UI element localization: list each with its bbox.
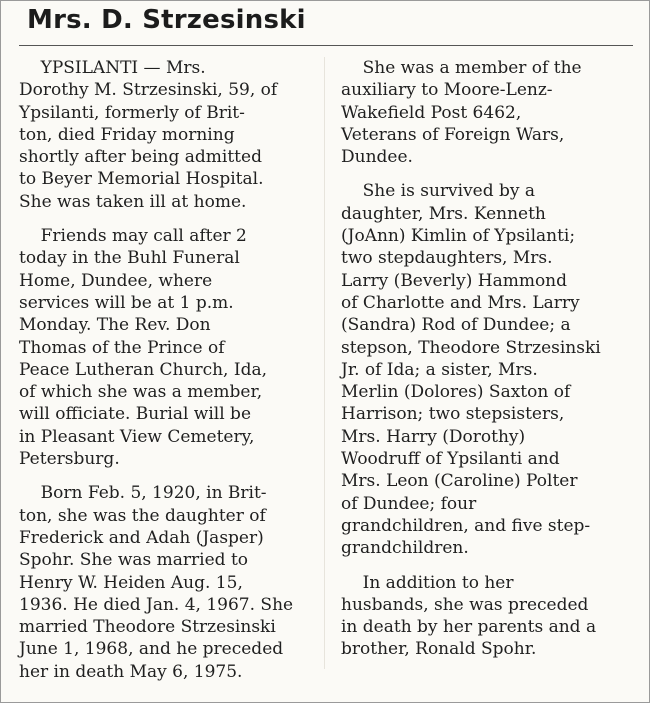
right-column [341, 57, 633, 673]
text-line: of Charlotte and Mrs. Larry [341, 292, 580, 313]
text-line: Mrs. Leon (Caroline) Polter [341, 471, 578, 492]
text-line: services will be at 1 p.m. [19, 292, 234, 313]
text-line: grandchildren, and five step- [341, 515, 591, 536]
text-line: grandchildren. [341, 538, 469, 559]
text-line: married Theodore Strzesinski [19, 617, 276, 638]
text-line: will officiate. Burial will be [19, 404, 251, 425]
right-paragraph-2 [341, 180, 633, 559]
text-line: Thomas of the Prince of [19, 337, 225, 358]
obituary-headline: Mrs. D. Strzesinski [27, 5, 306, 35]
text-line: She is survived by a [341, 181, 536, 202]
text-line: stepson, Theodore Strzesinski [341, 337, 601, 358]
text-line: 1936. He died Jan. 4, 1967. She [19, 594, 294, 615]
text-line: Ypsilanti, formerly of Brit- [19, 102, 245, 123]
text-line: in Pleasant View Cemetery, [19, 426, 255, 447]
headline-rule [19, 45, 633, 46]
text-line: Henry W. Heiden Aug. 15, [19, 572, 243, 593]
text-line: shortly after being admitted [19, 147, 262, 168]
column-gutter [324, 57, 325, 669]
text-line: her in death May 6, 1975. [19, 661, 243, 682]
text-line: two stepdaughters, Mrs. [341, 248, 553, 269]
text-line: daughter, Mrs. Kenneth [341, 203, 546, 224]
left-paragraph-1 [19, 57, 311, 213]
text-line: Friends may call after 2 [19, 226, 247, 247]
text-line: YPSILANTI — Mrs. [19, 58, 206, 78]
text-line: She was taken ill at home. [19, 191, 247, 212]
left-paragraph-2 [19, 225, 311, 470]
text-line: Dundee. [341, 147, 413, 168]
text-line: June 1, 1968, and he preceded [19, 639, 284, 660]
text-line: brother, Ronald Spohr. [341, 639, 537, 660]
text-line: Jr. of Ida; a sister, Mrs. [341, 359, 538, 380]
text-line: Wakefield Post 6462, [341, 102, 522, 123]
text-line: Larry (Beverly) Hammond [341, 270, 568, 291]
text-line: Mrs. Harry (Dorothy) [341, 426, 526, 447]
text-line: today in the Buhl Funeral [19, 248, 240, 269]
text-line: ton, died Friday morning [19, 124, 235, 145]
text-line: Frederick and Adah (Jasper) [19, 527, 264, 548]
text-line: Harrison; two stepsisters, [341, 404, 565, 425]
text-line: Woodruff of Ypsilanti and [341, 449, 560, 470]
text-line: in death by her parents and a [341, 617, 597, 638]
text-line: Veterans of Foreign Wars, [341, 124, 565, 145]
text-line: Dorothy M. Strzesinski, 59, of [19, 80, 278, 101]
text-line: of Dundee; four [341, 493, 477, 514]
text-line: (Sandra) Rod of Dundee; a [341, 315, 571, 336]
text-line: husbands, she was preceded [341, 594, 589, 615]
text-line: ton, she was the daughter of [19, 505, 266, 526]
text-line: She was a member of the [341, 58, 582, 78]
text-line: Monday. The Rev. Don [19, 315, 211, 336]
text-line: of which she was a member, [19, 382, 263, 403]
right-paragraph-3 [341, 572, 633, 661]
text-line: Home, Dundee, where [19, 270, 213, 291]
text-line: Merlin (Dolores) Saxton of [341, 382, 571, 403]
text-line: auxiliary to Moore-Lenz- [341, 80, 553, 101]
text-line: Born Feb. 5, 1920, in Brit- [19, 483, 267, 504]
right-paragraph-1 [341, 57, 633, 168]
text-line: (JoAnn) Kimlin of Ypsilanti; [341, 226, 576, 247]
text-line: Peace Lutheran Church, Ida, [19, 359, 267, 380]
text-line: Spohr. She was married to [19, 550, 249, 571]
text-line: Petersburg. [19, 449, 120, 470]
left-column [19, 57, 311, 695]
left-paragraph-3 [19, 482, 311, 683]
text-line: to Beyer Memorial Hospital. [19, 169, 264, 190]
text-line: In addition to her [341, 572, 514, 593]
